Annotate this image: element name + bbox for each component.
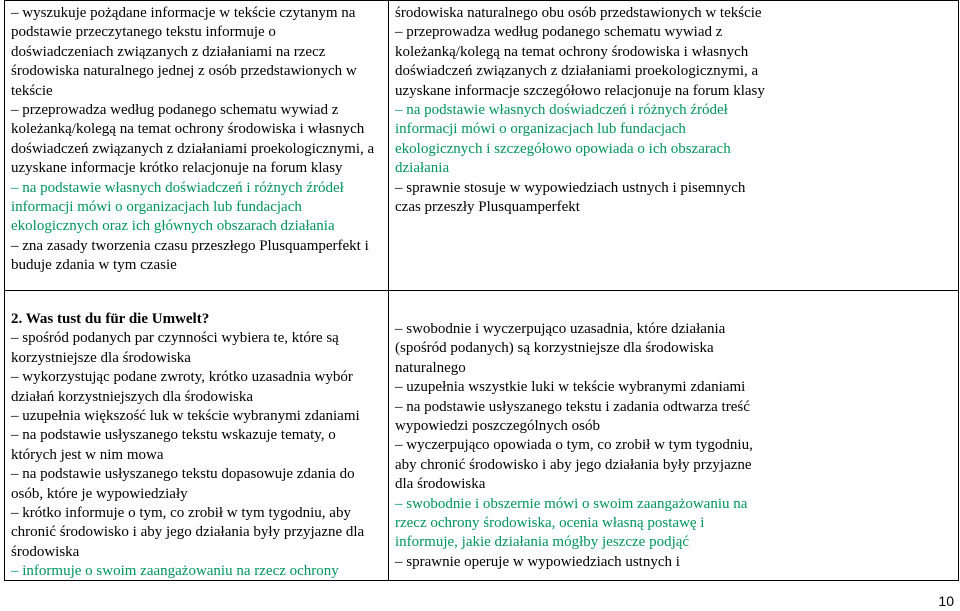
criterion-text: uzupełnia wszystkie luki w tekście wybranymi zdaniami: [406, 379, 746, 396]
dash-bullet: –: [11, 427, 23, 444]
criterion-text: wyszukuje pożądane informacje w tekście czytanym na podstawie przeczytanego tekstu informuje o doświadczeniach związanych z działaniami na rzecz środowiska naturalnego jednej z osób przedstawionych w tekście: [11, 5, 357, 99]
criterion-item: [395, 553, 768, 572]
criterion-text: sprawnie operuje w wypowiedziach ustnych i: [406, 553, 680, 570]
criterion-item: [395, 179, 768, 218]
criterion-text: na podstawie usłyszanego tekstu wskazuje tematy, o których jest w nim mowa: [11, 427, 336, 463]
criterion-text: na podstawie usłyszanego tekstu dopasowuje zdania do osób, które je wypowiedziały: [11, 466, 355, 502]
table-border-top: [5, 0, 958, 1]
section-cell: [5, 310, 388, 582]
criterion-item: [395, 320, 768, 378]
dash-bullet: –: [11, 237, 23, 254]
dash-bullet: –: [11, 563, 23, 580]
dash-bullet: –: [395, 437, 407, 454]
dash-bullet: –: [395, 495, 407, 512]
criterion-item: [11, 101, 382, 179]
criterion-item: [11, 562, 382, 581]
criterion-text: wyczerpująco opowiada o tym, co zrobił w tym tygodniu, aby chronić środowisko i aby jego działania były przyjazne dla środowiska: [395, 437, 753, 493]
criterion-item: [11, 329, 382, 368]
criterion-text: swobodnie i wyczerpująco uzasadnia, które działania (spośród podanych) są korzystniejsze dla środowiska naturalnego: [395, 321, 726, 376]
criterion-item: [11, 465, 382, 504]
row2-left-list: [11, 329, 382, 581]
dash-bullet: –: [395, 24, 407, 41]
dash-bullet: –: [395, 553, 407, 570]
dash-bullet: –: [395, 179, 407, 196]
criterion-text: na podstawie usłyszanego tekstu i zadania odtwarza treść wypowiedzi poszczególnych osób: [395, 398, 750, 435]
criterion-text: na podstawie własnych doświadczeń i różnych źródeł informacji mówi o organizacjach lub fundacjach ekologicznych oraz ich głównych obszarach działania: [11, 179, 344, 235]
criterion-item: [11, 407, 382, 426]
criterion-item: [395, 436, 768, 494]
criterion-text: swobodnie i obszernie mówi o swoim zaangażowaniu na rzecz ochrony środowiska, ocenia własną postawę i informuje, jakie działania mógłby jeszcze podjąć: [395, 495, 748, 551]
row-divider: [5, 290, 958, 291]
criterion-item: [395, 4, 768, 23]
section-heading: 2. Was tust du für die Umwelt?: [11, 311, 210, 327]
dash-bullet: –: [11, 330, 23, 347]
criterion-item: [11, 368, 382, 407]
dash-bullet: –: [11, 369, 23, 386]
dash-bullet: –: [11, 408, 23, 425]
criterion-item: [395, 495, 768, 553]
page-number: 10: [938, 593, 954, 609]
criterion-item: [11, 179, 382, 237]
criterion-text: sprawnie stosuje w wypowiedziach ustnych i pisemnych czas przeszły Plusquamperfekt: [395, 179, 746, 216]
criterion-text: wykorzystując podane zwroty, krótko uzasadnia wybór działań korzystniejszych dla środowiska: [11, 369, 353, 405]
criterion-item: [11, 237, 382, 276]
criterion-text: zna zasady tworzenia czasu przeszłego Plusquamperfekt i buduje zdania w tym czasie: [11, 237, 369, 274]
row2-right-cell: [389, 320, 958, 572]
dash-bullet: –: [395, 102, 407, 119]
criterion-text: spośród podanych par czynności wybiera te, które są korzystniejsze dla środowiska: [11, 330, 339, 366]
criterion-item: [395, 398, 768, 437]
dash-bullet: –: [395, 379, 407, 396]
criterion-text: środowiska naturalnego obu osób przedstawionych w tekście: [395, 5, 762, 21]
criterion-text: informuje o swoim zaangażowaniu na rzecz ochrony: [22, 563, 339, 580]
row1-left-cell: [5, 4, 388, 276]
criterion-item: [11, 426, 382, 465]
criterion-item: [11, 504, 382, 562]
criterion-text: na podstawie własnych doświadczeń i różnych źródeł informacji mówi o organizacjach lub fundacjach ekologicznych i szczegółowo opowiada o ich obszarach działania: [395, 102, 731, 177]
row1-right-cell: [389, 4, 958, 217]
dash-bullet: –: [11, 5, 23, 21]
criterion-text: krótko informuje o tym, co zrobił w tym tygodniu, aby chronić środowisko i aby jego działania były przyjazne dla środowiska: [11, 505, 365, 560]
criterion-text: przeprowadza według podanego schematu wywiad z koleżanką/kolegą na temat ochrony środowiska i własnych doświadczeń związanych z działaniami proekologicznymi, a uzyskane informacje krótko relacjonuje na forum klasy: [11, 102, 375, 177]
criterion-text: uzupełnia większość luk w tekście wybranymi zdaniami: [22, 408, 360, 425]
dash-bullet: –: [11, 466, 23, 483]
dash-bullet: –: [11, 179, 23, 196]
criterion-item: [11, 4, 382, 101]
criterion-text: przeprowadza według podanego schematu wywiad z koleżanką/kolegą na temat ochrony środowiska i własnych doświadczeń związanych z działaniami proekologicznymi, a uzyskane informacje szczegółowo relacjonuje na forum klasy: [395, 24, 765, 99]
dash-bullet: –: [11, 102, 23, 119]
criterion-item: [395, 101, 768, 179]
dash-bullet: –: [395, 398, 407, 415]
criterion-item: [395, 378, 768, 397]
dash-bullet: –: [11, 505, 23, 522]
dash-bullet: –: [395, 321, 407, 337]
criterion-item: [395, 23, 768, 101]
criteria-table: [4, 0, 959, 581]
